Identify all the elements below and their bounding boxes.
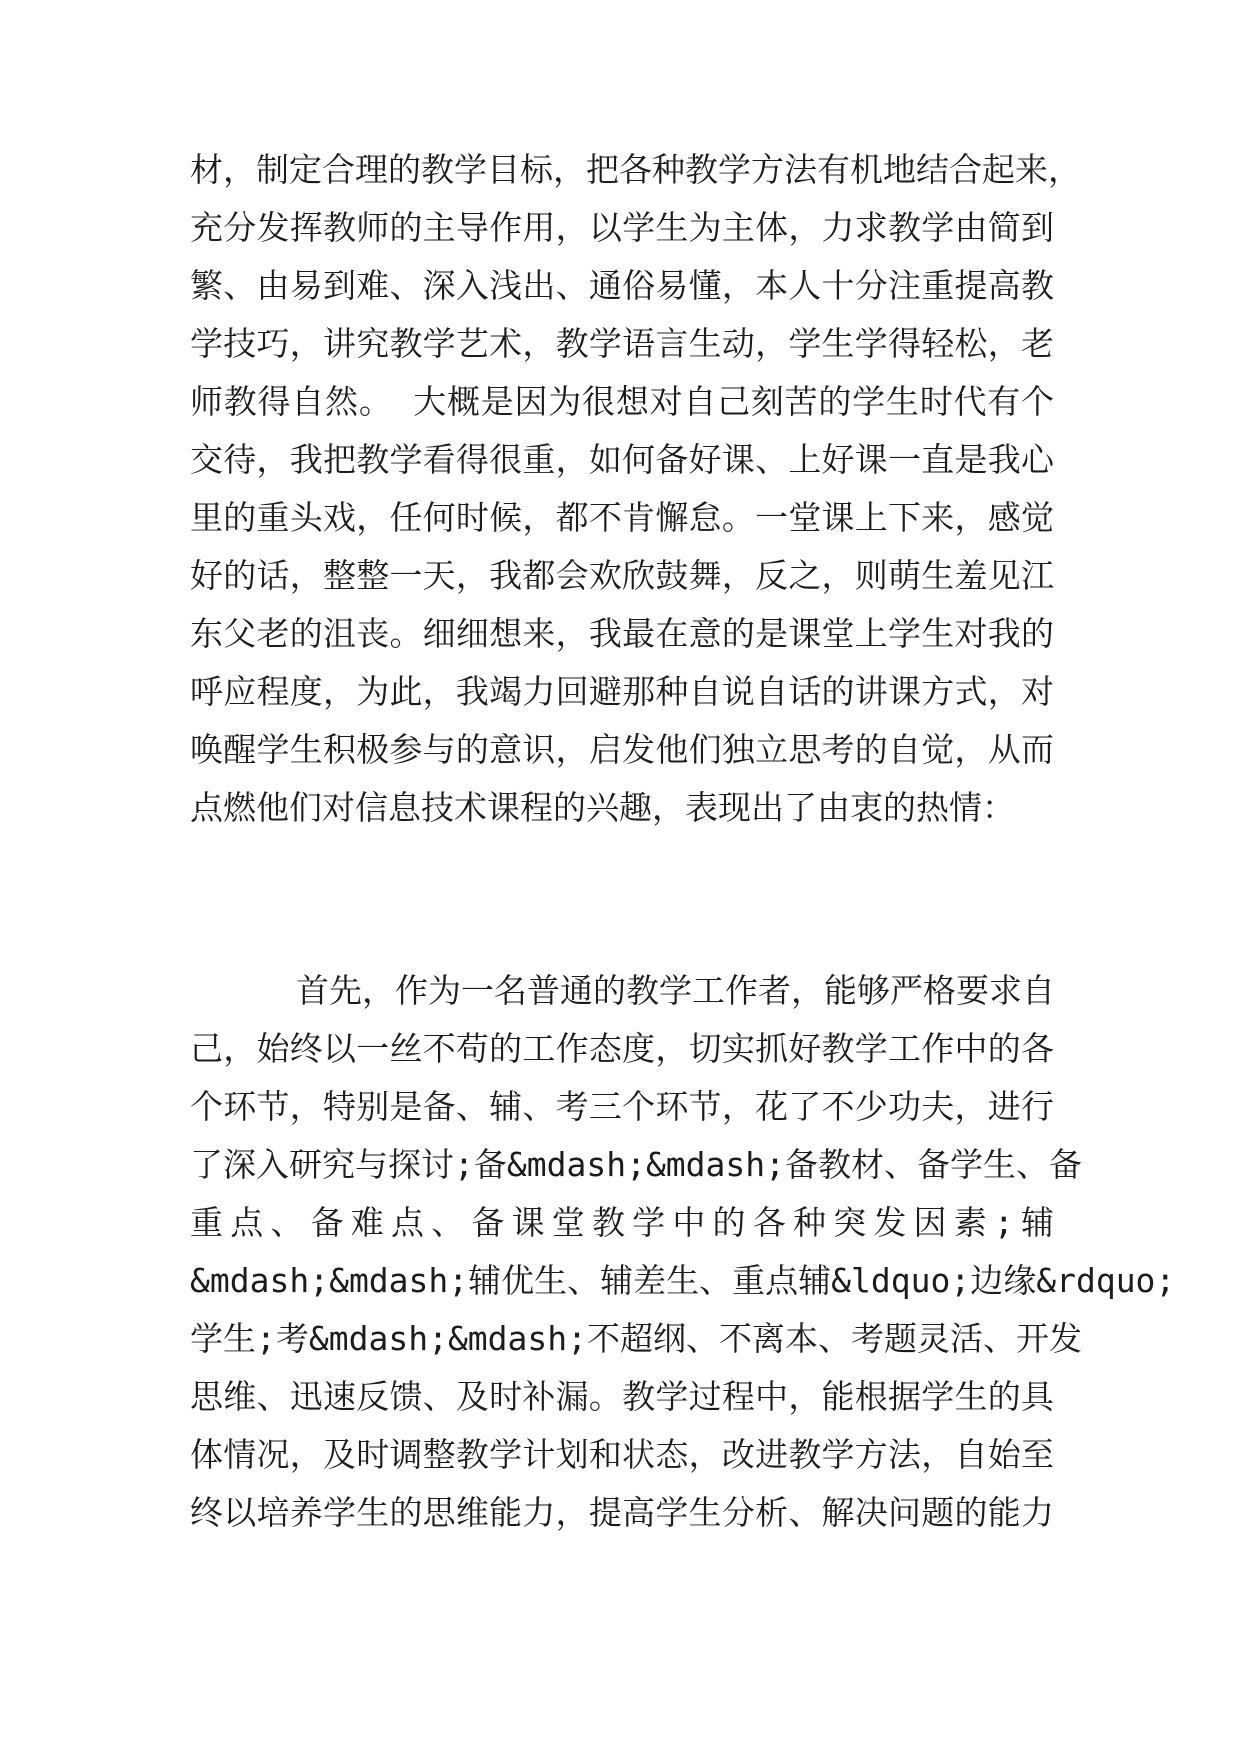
paragraph-line: 材，制定合理的教学目标，把各种教学方法有机地结合起来， bbox=[190, 150, 1081, 189]
paragraph-line: 首先，作为一名普通的教学工作者，能够严格要求自 bbox=[296, 971, 1055, 1010]
paragraph-line: 点燃他们对信息技术课程的兴趣，表现出了由衷的热情： bbox=[190, 788, 1015, 827]
paragraph-2 bbox=[190, 962, 1176, 1542]
paragraph-line: 充分发挥教师的主导作用，以学生为主体，力求教学由简到 bbox=[190, 208, 1054, 247]
paragraph-line: 了深入研究与探讨;备&mdash;&mdash;备教材、备学生、备 bbox=[190, 1145, 1083, 1184]
paragraph-line: 好的话，整整一天，我都会欢欣鼓舞，反之，则萌生羞见江 bbox=[190, 556, 1054, 595]
paragraph-1 bbox=[190, 141, 1081, 837]
paragraph-line: &mdash;&mdash;辅优生、辅差生、重点辅&ldquo;边缘&rdquo; bbox=[190, 1261, 1176, 1300]
paragraph-line: 师教得自然。 大概是因为很想对自己刻苦的学生时代有个 bbox=[190, 382, 1054, 421]
paragraph-line: 里的重头戏，任何时候，都不肯懈怠。一堂课上下来，感觉 bbox=[190, 498, 1054, 537]
paragraph-line: 体情况，及时调整教学计划和状态，改进教学方法，自始至 bbox=[190, 1435, 1054, 1474]
paragraph-line: 思维、迅速反馈、及时补漏。教学过程中，能根据学生的具 bbox=[190, 1377, 1054, 1416]
paragraph-line: 呼应程度，为此，我竭力回避那种自说自话的讲课方式，对 bbox=[190, 672, 1054, 711]
paragraph-line: 学生;考&mdash;&mdash;不超纲、不离本、考题灵活、开发 bbox=[190, 1319, 1083, 1358]
paragraph-line: 唤醒学生积极参与的意识，启发他们独立思考的自觉，从而 bbox=[190, 730, 1054, 769]
paragraph-line: 学技巧，讲究教学艺术，教学语言生动，学生学得轻松，老 bbox=[190, 324, 1054, 363]
paragraph-line: 己，始终以一丝不苟的工作态度，切实抓好教学工作中的各 bbox=[190, 1029, 1054, 1068]
paragraph-line: 东父老的沮丧。细细想来，我最在意的是课堂上学生对我的 bbox=[190, 614, 1054, 653]
paragraph-line: 重点、备难点、备课堂教学中的各种突发因素;辅 bbox=[190, 1203, 1054, 1242]
paragraph-line: 个环节，特别是备、辅、考三个环节，花了不少功夫，进行 bbox=[190, 1087, 1054, 1126]
paragraph-line: 交待，我把教学看得很重，如何备好课、上好课一直是我心 bbox=[190, 440, 1054, 479]
paragraph-line: 终以培养学生的思维能力，提高学生分析、解决问题的能力 bbox=[190, 1493, 1054, 1532]
paragraph-line: 繁、由易到难、深入浅出、通俗易懂，本人十分注重提高教 bbox=[190, 266, 1054, 305]
